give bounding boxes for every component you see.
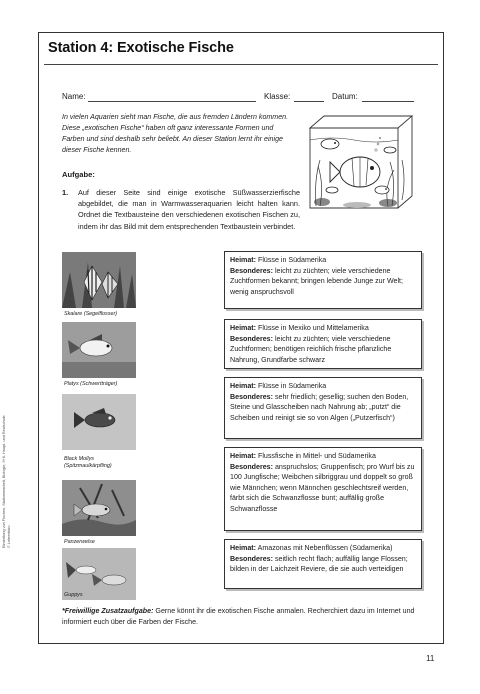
date-label: Datum: — [332, 92, 358, 101]
besonderes-label: Besonderes: — [230, 554, 273, 563]
side-text-line: © Lehrerbüro — [7, 525, 11, 548]
besonderes-value: sehr friedlich; gesellig; suchen den Boden, Steine und Glasscheiben nach Nahrung ab; „putzt“ die Scheiben und reinigt sie so von Algen („Putzerfisch“) — [230, 392, 409, 422]
heimat-label: Heimat: — [230, 452, 257, 460]
info-box-3 — [224, 377, 422, 439]
extra-task-label: *Freiwillige Zusatzaufgabe: — [62, 607, 154, 615]
photo-panzerwelse — [62, 480, 136, 536]
photo-black-mollys — [62, 394, 136, 450]
header-fields — [62, 92, 432, 104]
heimat-value: Amazonas mit Nebenflüssen (Südamerika) — [257, 544, 393, 552]
name-label: Name: — [62, 92, 86, 101]
besonderes-value: leicht zu züchten; viele verschiedene Zuchtformen; benötigen reichlich frische pflanzliche Nahrung, Grundfarbe schwarz — [230, 334, 392, 364]
task-text: Auf dieser Seite sind einige exotische Süßwasserzierfische abgebildet, die man in Warmwasseraquarien leicht halten kann. Ordnet die Textbausteine den verschiedenen exotischen Fischen zu, indem ihr das Bild mit dem entsprechenden Textbaustein verbindet. — [78, 188, 300, 231]
page-title: Station 4: Exotische Fische — [48, 40, 234, 56]
besonderes-value: anspruchslos; Gruppenfisch; pro Wurf bis zu 100 Jungfische; Weibchen silbriggrau und doppelt so groß wie Männchen; wenn Männchen geschlechtsreif werden, färbt sich die Schwanzflosse bunt; auffällig große Schwanzflosse — [230, 462, 415, 513]
class-label: Klasse: — [264, 92, 291, 101]
heimat-label: Heimat: — [230, 256, 257, 264]
besonderes-label: Besonderes: — [230, 334, 273, 343]
besonderes-value: leicht zu züchten; viele verschiedene Zuchtformen bekannt; bringen lebende Junge zur Welt; wenig anspruchsvoll — [230, 266, 403, 296]
info-box-2 — [224, 319, 422, 369]
side-copyright — [2, 415, 12, 548]
besonderes-label: Besonderes: — [230, 392, 273, 401]
photo-skalare — [62, 252, 136, 308]
date-field[interactable] — [362, 101, 414, 102]
besonderes-value: seitlich recht flach; auffällig lange Flossen; bilden in der Laichzeit Reviere, die sie auch verteidigen — [230, 554, 408, 574]
task-number: 1. — [62, 188, 69, 197]
heimat-label: Heimat: — [230, 324, 257, 332]
aufgabe-heading: Aufgabe: — [62, 170, 95, 179]
extra-task — [62, 606, 434, 628]
besonderes-label: Besonderes: — [230, 462, 273, 471]
heimat-value: Flussfische in Mittel- und Südamerika — [258, 452, 376, 460]
heimat-label: Heimat: — [230, 382, 257, 390]
page-number: 11 — [426, 654, 435, 663]
heimat-value: Flüsse in Südamerika — [258, 256, 327, 264]
caption-guppys: Guppys — [64, 592, 83, 598]
side-text-line: Einstellung von Fischen, Stationenarbeit, Biologie, 5+6, Haupt- und Realschule — [2, 415, 6, 548]
heimat-value: Flüsse in Südamerika — [258, 382, 327, 390]
heimat-value: Flüsse in Mexiko und Mittelamerika — [258, 324, 369, 332]
extra-task-text: Gerne könnt ihr die exotischen Fische anmalen. Recherchiert dazu im Internet und informiert euch über die Farben der Fische. — [62, 607, 415, 626]
photo-platys — [62, 322, 136, 378]
caption-platys: Platys (Schwertträger) — [64, 381, 118, 387]
class-field[interactable] — [294, 101, 324, 102]
info-box-1 — [224, 251, 422, 309]
info-box-4 — [224, 447, 422, 531]
besonderes-label: Besonderes: — [230, 266, 273, 275]
aquarium-illustration — [302, 110, 420, 218]
caption-black-mollys: Black Mollys (Spitzmaulkärpfling) — [64, 456, 112, 469]
heimat-label: Heimat: — [230, 544, 257, 552]
caption-skalare: Skalare (Segelflosser) — [64, 311, 118, 317]
caption-panzerwelse: Panzerwelse — [64, 539, 95, 545]
name-field[interactable] — [88, 101, 256, 102]
intro-text: In vielen Aquarien sieht man Fische, die aus fremden Ländern kommen. Diese „exotischen Fische“ haben oft ganz interessante Formen und Farben und sind deshalb sehr beliebt. An dieser Station lernt ihr einige dieser Fische kennen. — [62, 113, 289, 154]
info-box-5 — [224, 539, 422, 589]
